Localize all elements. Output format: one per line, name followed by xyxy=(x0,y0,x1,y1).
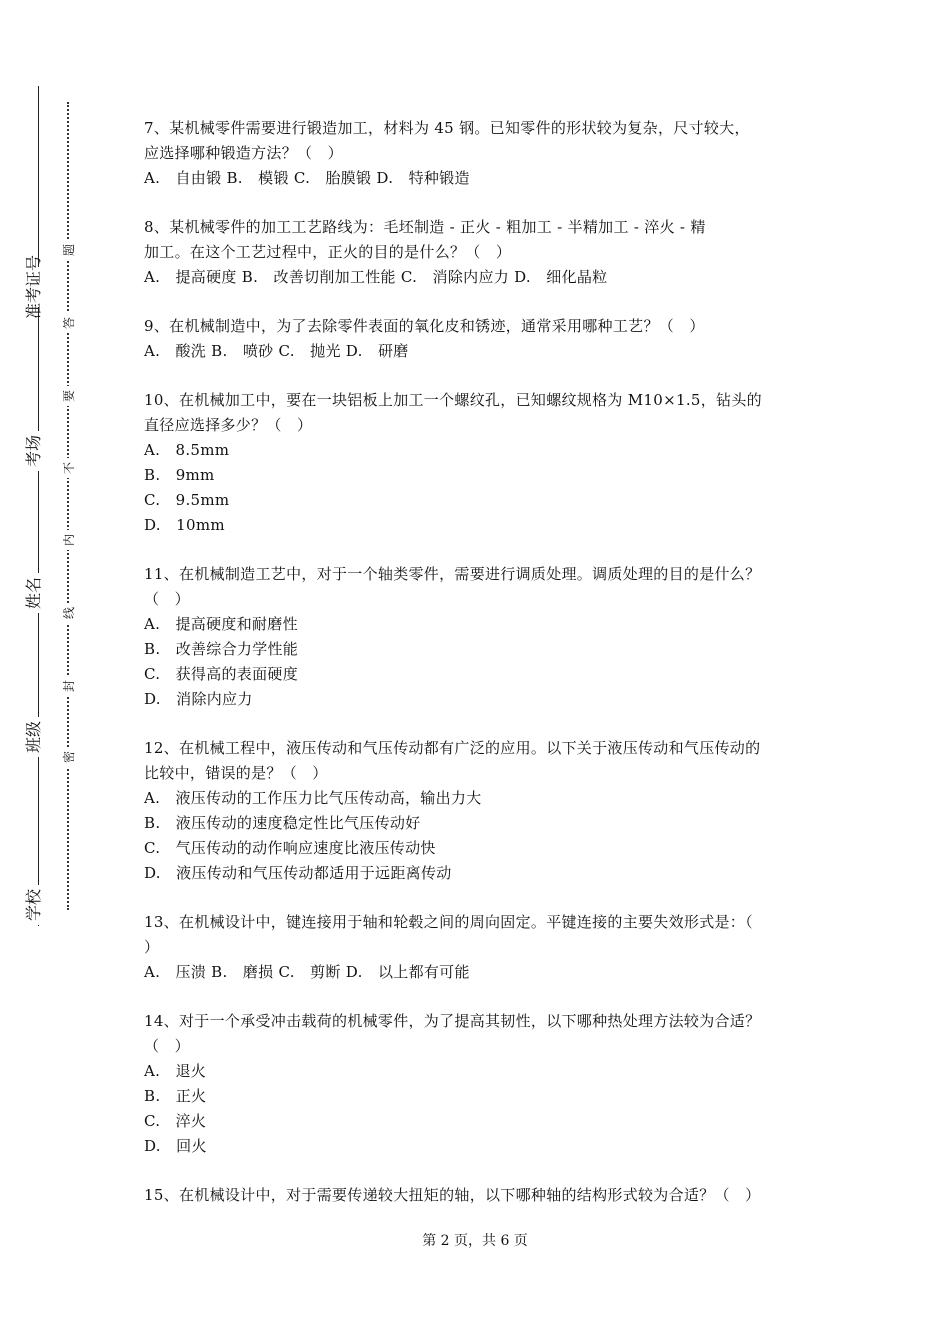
question-9 xyxy=(144,314,816,364)
question-options: A. 酸洗 B. 喷砂 C. 抛光 D. 研磨 xyxy=(144,342,409,360)
question-text: 15、在机械设计中，对于需要传递较大扭矩的轴，以下哪种轴的结构形式较为合适？（ ） xyxy=(144,1186,761,1204)
question-text: 直径应选择多少？（ ） xyxy=(144,416,313,434)
option-b: B. 改善综合力学性能 xyxy=(144,640,299,658)
option-b: B. 液压传动的速度稳定性比气压传动好 xyxy=(144,814,421,832)
question-text: （ ） xyxy=(144,590,190,608)
question-options: A. 压溃 B. 磨损 C. 剪断 D. 以上都有可能 xyxy=(144,963,470,981)
option-c: C. 淬火 xyxy=(144,1112,207,1130)
question-text: 8、某机械零件的加工工艺路线为：毛坯制造 - 正火 - 粗加工 - 半精加工 - 淬火 - 精 xyxy=(144,218,706,236)
option-c: C. 气压传动的动作响应速度比液压传动快 xyxy=(144,839,436,857)
question-text: 7、某机械零件需要进行锻造加工，材料为 45 钢。已知零件的形状较为复杂，尺寸较大， xyxy=(144,119,750,137)
question-options: A. 提高硬度 B. 改善切削加工性能 C. 消除内应力 D. 细化晶粒 xyxy=(144,268,608,286)
seal-char: 题 xyxy=(58,240,78,260)
question-text: 应选择哪种锻造方法？（ ） xyxy=(144,144,343,162)
school-label: 学校 xyxy=(7,885,57,925)
exam-number-label: 准考证号 xyxy=(7,267,57,307)
exam-room-label: 考场 xyxy=(7,431,57,471)
page-footer: 第 2 页，共 6 页 xyxy=(422,1233,528,1249)
question-11 xyxy=(144,562,816,712)
question-12 xyxy=(144,736,816,886)
question-15 xyxy=(144,1183,816,1208)
seal-char: 密 xyxy=(58,747,78,767)
option-d: D. 消除内应力 xyxy=(144,690,253,708)
option-a: A. 退火 xyxy=(144,1062,207,1080)
question-text: 9、在机械制造中，为了去除零件表面的氧化皮和锈迹，通常采用哪种工艺？（ ） xyxy=(144,317,705,335)
question-13 xyxy=(144,910,816,985)
class-label: 班级 xyxy=(7,717,57,757)
option-b: B. 正火 xyxy=(144,1087,207,1105)
question-text: 12、在机械工程中，液压传动和气压传动都有广泛的应用。以下关于液压传动和气压传动的 xyxy=(144,739,761,757)
question-text: 加工。在这个工艺过程中，正火的目的是什么？（ ） xyxy=(144,243,512,261)
question-7 xyxy=(144,116,816,191)
seal-char: 不 xyxy=(58,458,78,478)
question-text: 13、在机械设计中，键连接用于轴和轮毂之间的周向固定。平键连接的主要失效形式是：（ xyxy=(144,913,753,931)
question-text: 10、在机械加工中，要在一块铝板上加工一个螺纹孔，已知螺纹规格为 M10×1.5，钻头的 xyxy=(144,391,762,409)
option-a: A. 8.5mm xyxy=(144,441,230,459)
student-name-label: 姓名 xyxy=(7,573,57,613)
question-text: 14、对于一个承受冲击载荷的机械零件，为了提高其韧性，以下哪种热处理方法较为合适？ xyxy=(144,1012,761,1030)
question-list xyxy=(144,116,816,1232)
option-b: B. 9mm xyxy=(144,466,215,484)
seal-char: 答 xyxy=(58,313,78,333)
question-10 xyxy=(144,388,816,538)
seal-char: 要 xyxy=(58,386,78,406)
seal-dotted-line xyxy=(67,102,69,910)
option-d: D. 液压传动和气压传动都适用于远距离传动 xyxy=(144,864,452,882)
question-text: 11、在机械制造工艺中，对于一个轴类零件，需要进行调质处理。调质处理的目的是什么？ xyxy=(144,565,761,583)
question-options: A. 自由锻 B. 模锻 C. 胎膜锻 D. 特种锻造 xyxy=(144,169,470,187)
option-d: D. 回火 xyxy=(144,1137,207,1155)
question-text: ） xyxy=(144,938,160,956)
question-text: （ ） xyxy=(144,1037,190,1055)
option-c: C. 获得高的表面硬度 xyxy=(144,665,299,683)
option-a: A. 液压传动的工作压力比气压传动高，输出力大 xyxy=(144,789,482,807)
binding-solid-line xyxy=(38,86,39,926)
seal-char: 线 xyxy=(58,603,78,623)
seal-char: 封 xyxy=(58,676,78,696)
seal-char: 内 xyxy=(58,530,78,550)
question-14 xyxy=(144,1009,816,1159)
option-d: D. 10mm xyxy=(144,516,225,534)
question-8 xyxy=(144,215,816,290)
option-a: A. 提高硬度和耐磨性 xyxy=(144,615,298,633)
question-text: 比较中，错误的是？（ ） xyxy=(144,764,328,782)
option-c: C. 9.5mm xyxy=(144,491,230,509)
